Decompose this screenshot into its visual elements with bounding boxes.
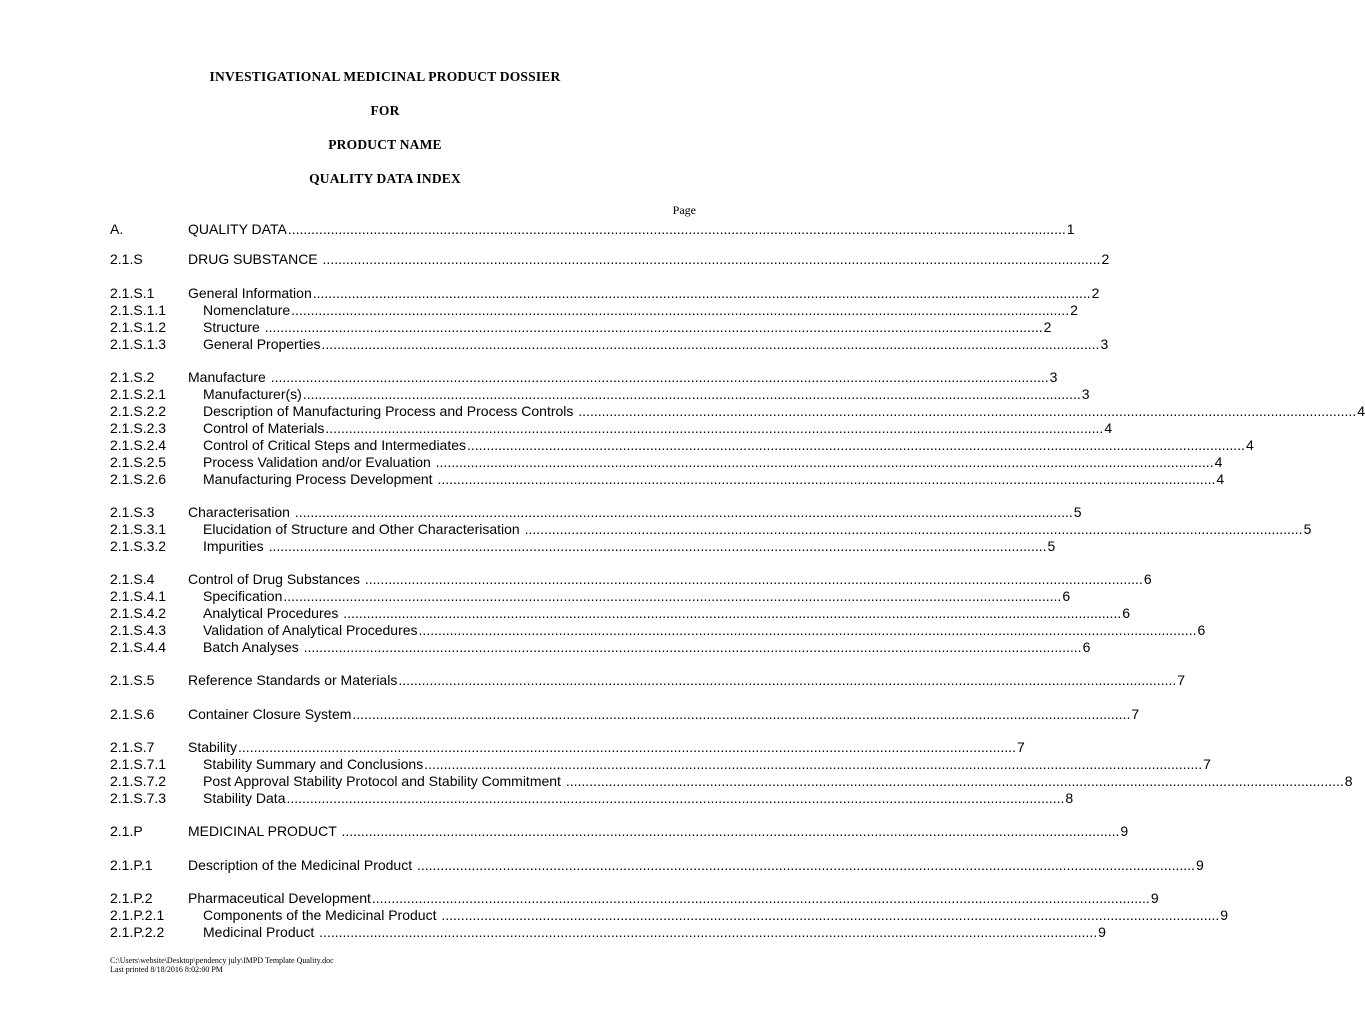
toc-section-title: Validation of Analytical Procedures [203, 622, 418, 638]
toc-section-number: 2.1.S.2.5 [110, 454, 167, 470]
toc-dot-leader: ........................................................................................................................................................................................................ [270, 369, 1049, 385]
toc-row [110, 454, 1223, 471]
toc-entry [188, 739, 1025, 756]
toc-entry [203, 605, 1131, 622]
toc-section-number: 2.1.S.3 [110, 504, 155, 520]
toc-row [110, 285, 1100, 302]
toc-row [110, 924, 1106, 941]
toc-section-title: Characterisation [188, 504, 294, 520]
toc-entry [203, 924, 1106, 941]
toc-section-number: 2.1.S.5 [110, 672, 155, 688]
toc-dot-leader: ........................................................................................................................................................................................................ [578, 403, 1357, 419]
toc-section-title: Description of the Medicinal Product [188, 857, 416, 873]
toc-row [110, 605, 1131, 622]
page-column-label: Page [672, 203, 696, 217]
toc-page-number: 9 [1195, 857, 1204, 873]
toc-page-number: 6 [1122, 605, 1131, 621]
toc-page-number: 5 [1047, 538, 1056, 554]
toc-section-title: General Properties [203, 336, 321, 352]
toc-row [110, 504, 1082, 521]
toc-page-number: 3 [1049, 369, 1058, 385]
toc-section-title: Manufacturer(s) [203, 386, 302, 402]
toc-entry [188, 706, 1140, 723]
toc-entry [188, 571, 1152, 588]
toc-page-number: 4 [1357, 403, 1365, 419]
toc-section-number: 2.1.S.4.2 [110, 605, 167, 621]
toc-row [110, 890, 1159, 907]
toc-section-number: 2.1.S.2.6 [110, 471, 167, 487]
toc-entry [203, 538, 1056, 555]
toc-section-number: 2.1.S.3.2 [110, 538, 167, 554]
toc-section-title: Stability Summary and Conclusions [203, 756, 424, 772]
toc-row [110, 437, 1254, 454]
toc-row [110, 403, 1365, 420]
product-name-heading: PRODUCT NAME [328, 137, 442, 152]
toc-row [110, 790, 1074, 807]
toc-section-number: 2.1.S.7.2 [110, 773, 167, 789]
toc-entry [203, 588, 1071, 605]
toc-dot-leader: ........................................................................................................................................................................................................ [524, 521, 1303, 537]
toc-section-title: Analytical Procedures [203, 605, 343, 621]
toc-dot-leader: ........................................................................................................................................................................................................ [286, 790, 1065, 806]
toc-page-number: 9 [1098, 924, 1106, 940]
toc-page-number: 6 [1062, 588, 1071, 604]
toc-section-number: 2.1.S.2.4 [110, 437, 167, 453]
toc-section-number: 2.1.S.7 [110, 739, 155, 755]
toc-section-title: Pharmaceutical Development [188, 890, 371, 906]
toc-entry [203, 773, 1353, 790]
toc-page-number: 4 [1214, 454, 1223, 470]
toc-dot-leader: ........................................................................................................................................................................................................ [302, 386, 1081, 402]
toc-dot-leader: ........................................................................................................................................................................................................ [319, 924, 1098, 940]
toc-dot-leader: ........................................................................................................................................................................................................ [417, 857, 1195, 873]
toc-dot-leader: ........................................................................................................................................................................................................ [287, 221, 1066, 237]
toc-entry [188, 823, 1129, 840]
toc-row [110, 639, 1091, 656]
toc-section-title: Structure [203, 319, 264, 335]
toc-section-title: Nomenclature [203, 302, 291, 318]
footer-last-printed: Last printed 8/18/2016 8:02:00 PM [110, 965, 223, 974]
toc-entry [203, 437, 1254, 454]
toc-page-number: 4 [1104, 420, 1113, 436]
toc-dot-leader: ........................................................................................................................................................................................................ [364, 571, 1143, 587]
toc-entry [203, 790, 1074, 807]
toc-section-number: 2.1.S.1.3 [110, 336, 167, 352]
toc-dot-leader: ........................................................................................................................................................................................................ [437, 471, 1216, 487]
toc-entry [203, 403, 1365, 420]
toc-section-title: Elucidation of Structure and Other Characterisation [203, 521, 524, 537]
toc-section-number: 2.1.S.7.3 [110, 790, 167, 806]
toc-section-title: Stability [188, 739, 238, 755]
toc-entry [203, 386, 1090, 403]
toc-entry [203, 471, 1225, 488]
toc-section-number: 2.1.S [110, 251, 143, 267]
toc-section-number: 2.1.S.6 [110, 706, 155, 722]
toc-page-number: 7 [1177, 672, 1186, 688]
toc-entry [203, 420, 1113, 437]
toc-entry [203, 521, 1312, 538]
toc-section-title: Components of the Medicinal Product [203, 907, 441, 923]
toc-page-number: 1 [1066, 221, 1075, 237]
toc-section-title: Medicinal Product [203, 924, 319, 940]
toc-section-title: Reference Standards or Materials [188, 672, 398, 688]
toc-entry [188, 672, 1186, 689]
toc-entry [203, 756, 1211, 773]
toc-dot-leader: ........................................................................................................................................................................................................ [264, 319, 1043, 335]
toc-dot-leader: ........................................................................................................................................................................................................ [322, 251, 1101, 267]
toc-section-number: 2.1.S.1 [110, 285, 155, 301]
toc-page-number: 9 [1220, 907, 1229, 923]
toc-page-number: 2 [1091, 285, 1100, 301]
toc-dot-leader: ........................................................................................................................................................................................................ [294, 504, 1073, 520]
toc-entry [203, 302, 1078, 319]
toc-row [110, 319, 1052, 336]
toc-section-title: Container Closure System [188, 706, 352, 722]
toc-page-number: 9 [1150, 890, 1159, 906]
toc-row [110, 336, 1109, 353]
toc-dot-leader: ........................................................................................................................................................................................................ [565, 773, 1344, 789]
toc-dot-leader: ........................................................................................................................................................................................................ [435, 454, 1214, 470]
toc-section-number: 2.1.P [110, 823, 143, 839]
toc-dot-leader: ........................................................................................................................................................................................................ [291, 302, 1070, 318]
toc-entry [203, 319, 1052, 336]
toc-section-number: 2.1.S.2.3 [110, 420, 167, 436]
toc-dot-leader: ........................................................................................................................................................................................................ [312, 285, 1091, 301]
toc-dot-leader: ........................................................................................................................................................................................................ [268, 538, 1047, 554]
toc-entry [203, 639, 1091, 656]
toc-row [110, 471, 1225, 488]
toc-dot-leader: ........................................................................................................................................................................................................ [283, 588, 1062, 604]
toc-row [110, 221, 1075, 238]
toc-row [110, 369, 1058, 386]
toc-section-number: 2.1.S.1.1 [110, 302, 167, 318]
dossier-title: INVESTIGATIONAL MEDICINAL PRODUCT DOSSIER [209, 69, 561, 84]
toc-page-number: 2 [1070, 302, 1078, 318]
toc-page-number: 3 [1081, 386, 1090, 402]
toc-entry [188, 857, 1204, 874]
toc-row [110, 538, 1056, 555]
toc-section-title: Process Validation and/or Evaluation [203, 454, 435, 470]
toc-page-number: 5 [1073, 504, 1082, 520]
toc-page-number: 8 [1065, 790, 1074, 806]
toc-page-number: 7 [1203, 756, 1211, 772]
toc-dot-leader: ........................................................................................................................................................................................................ [441, 907, 1220, 923]
toc-section-number: 2.1.S.4.3 [110, 622, 167, 638]
toc-section-title: Manufacturing Process Development [203, 471, 437, 487]
toc-row [110, 251, 1110, 268]
toc-dot-leader: ........................................................................................................................................................................................................ [424, 756, 1203, 772]
toc-entry [188, 504, 1082, 521]
toc-section-number: 2.1.S.4.1 [110, 588, 167, 604]
toc-entry [188, 251, 1110, 268]
toc-row [110, 857, 1204, 874]
toc-entry [203, 336, 1109, 353]
toc-entry [188, 890, 1159, 907]
toc-dot-leader: ........................................................................................................................................................................................................ [238, 739, 1016, 755]
toc-section-title: MEDICINAL PRODUCT [188, 823, 341, 839]
toc-section-title: Manufacture [188, 369, 270, 385]
toc-section-number: 2.1.S.7.1 [110, 756, 167, 772]
toc-page-number: 4 [1216, 471, 1225, 487]
toc-page-number: 2 [1101, 251, 1110, 267]
toc-page-number: 6 [1082, 639, 1091, 655]
toc-row [110, 622, 1206, 639]
toc-row [110, 739, 1025, 756]
toc-page-number: 2 [1043, 319, 1052, 335]
toc-dot-leader: ........................................................................................................................................................................................................ [303, 639, 1082, 655]
toc-row [110, 521, 1312, 538]
toc-row [110, 672, 1186, 689]
toc-page-number: 9 [1120, 823, 1129, 839]
toc-section-number: 2.1.S.2.1 [110, 386, 167, 402]
toc-row [110, 302, 1078, 319]
toc-row [110, 773, 1353, 790]
toc-section-title: Description of Manufacturing Process and Process Controls [203, 403, 578, 419]
toc-page-number: 3 [1100, 336, 1109, 352]
toc-section-title: Impurities [203, 538, 268, 554]
toc-section-number: 2.1.P.2.2 [110, 924, 165, 940]
toc-section-number: 2.1.S.4.4 [110, 639, 167, 655]
toc-entry [188, 285, 1100, 302]
toc-row [110, 907, 1229, 924]
toc-dot-leader: ........................................................................................................................................................................................................ [371, 890, 1150, 906]
toc-row [110, 420, 1113, 437]
toc-row [110, 706, 1140, 723]
toc-page-number: 7 [1016, 739, 1025, 755]
toc-row [110, 823, 1129, 840]
toc-section-number: 2.1.P.1 [110, 857, 153, 873]
toc-section-title: Control of Materials [203, 420, 325, 436]
toc-page-number: 8 [1344, 773, 1353, 789]
toc-section-title: Specification [203, 588, 283, 604]
toc-section-number: 2.1.P.2.1 [110, 907, 165, 923]
toc-dot-leader: ........................................................................................................................................................................................................ [467, 437, 1245, 453]
toc-section-number: 2.1.S.3.1 [110, 521, 167, 537]
toc-section-number: 2.1.S.2.2 [110, 403, 167, 419]
toc-row [110, 386, 1090, 403]
toc-section-number: 2.1.S.1.2 [110, 319, 167, 335]
toc-section-title: General Information [188, 285, 312, 301]
toc-dot-leader: ........................................................................................................................................................................................................ [418, 622, 1197, 638]
for-heading: FOR [370, 103, 400, 118]
toc-section-number: 2.1.S.2 [110, 369, 155, 385]
toc-entry [203, 454, 1223, 471]
quality-index-heading: QUALITY DATA INDEX [309, 171, 461, 186]
toc-page-number: 4 [1245, 437, 1254, 453]
toc-page-number: 6 [1197, 622, 1206, 638]
toc-section-title: Control of Critical Steps and Intermediates [203, 437, 467, 453]
toc-section-title: Batch Analyses [203, 639, 303, 655]
footer-file-path: C:\Users\website\Desktop\pendency july\IMPD Template Quality.doc [110, 956, 334, 965]
toc-section-title: Post Approval Stability Protocol and Stability Commitment [203, 773, 565, 789]
toc-section-title: DRUG SUBSTANCE [188, 251, 322, 267]
toc-entry [188, 221, 1075, 238]
toc-entry [188, 369, 1058, 386]
toc-section-title: Control of Drug Substances [188, 571, 364, 587]
toc-section-number: 2.1.P.2 [110, 890, 153, 906]
toc-section-number: A. [110, 221, 124, 237]
toc-row [110, 571, 1152, 588]
toc-dot-leader: ........................................................................................................................................................................................................ [321, 336, 1100, 352]
toc-dot-leader: ........................................................................................................................................................................................................ [343, 605, 1122, 621]
toc-dot-leader: ........................................................................................................................................................................................................ [325, 420, 1104, 436]
toc-section-number: 2.1.S.4 [110, 571, 155, 587]
toc-row [110, 588, 1071, 605]
toc-page-number: 5 [1303, 521, 1312, 537]
toc-dot-leader: ........................................................................................................................................................................................................ [352, 706, 1131, 722]
toc-section-title: Stability Data [203, 790, 286, 806]
toc-entry [203, 907, 1229, 924]
toc-dot-leader: ........................................................................................................................................................................................................ [341, 823, 1120, 839]
toc-entry [203, 622, 1206, 639]
toc-page-number: 7 [1131, 706, 1140, 722]
toc-section-title: QUALITY DATA [188, 221, 287, 237]
toc-page-number: 6 [1143, 571, 1152, 587]
toc-row [110, 756, 1211, 773]
toc-dot-leader: ........................................................................................................................................................................................................ [398, 672, 1177, 688]
